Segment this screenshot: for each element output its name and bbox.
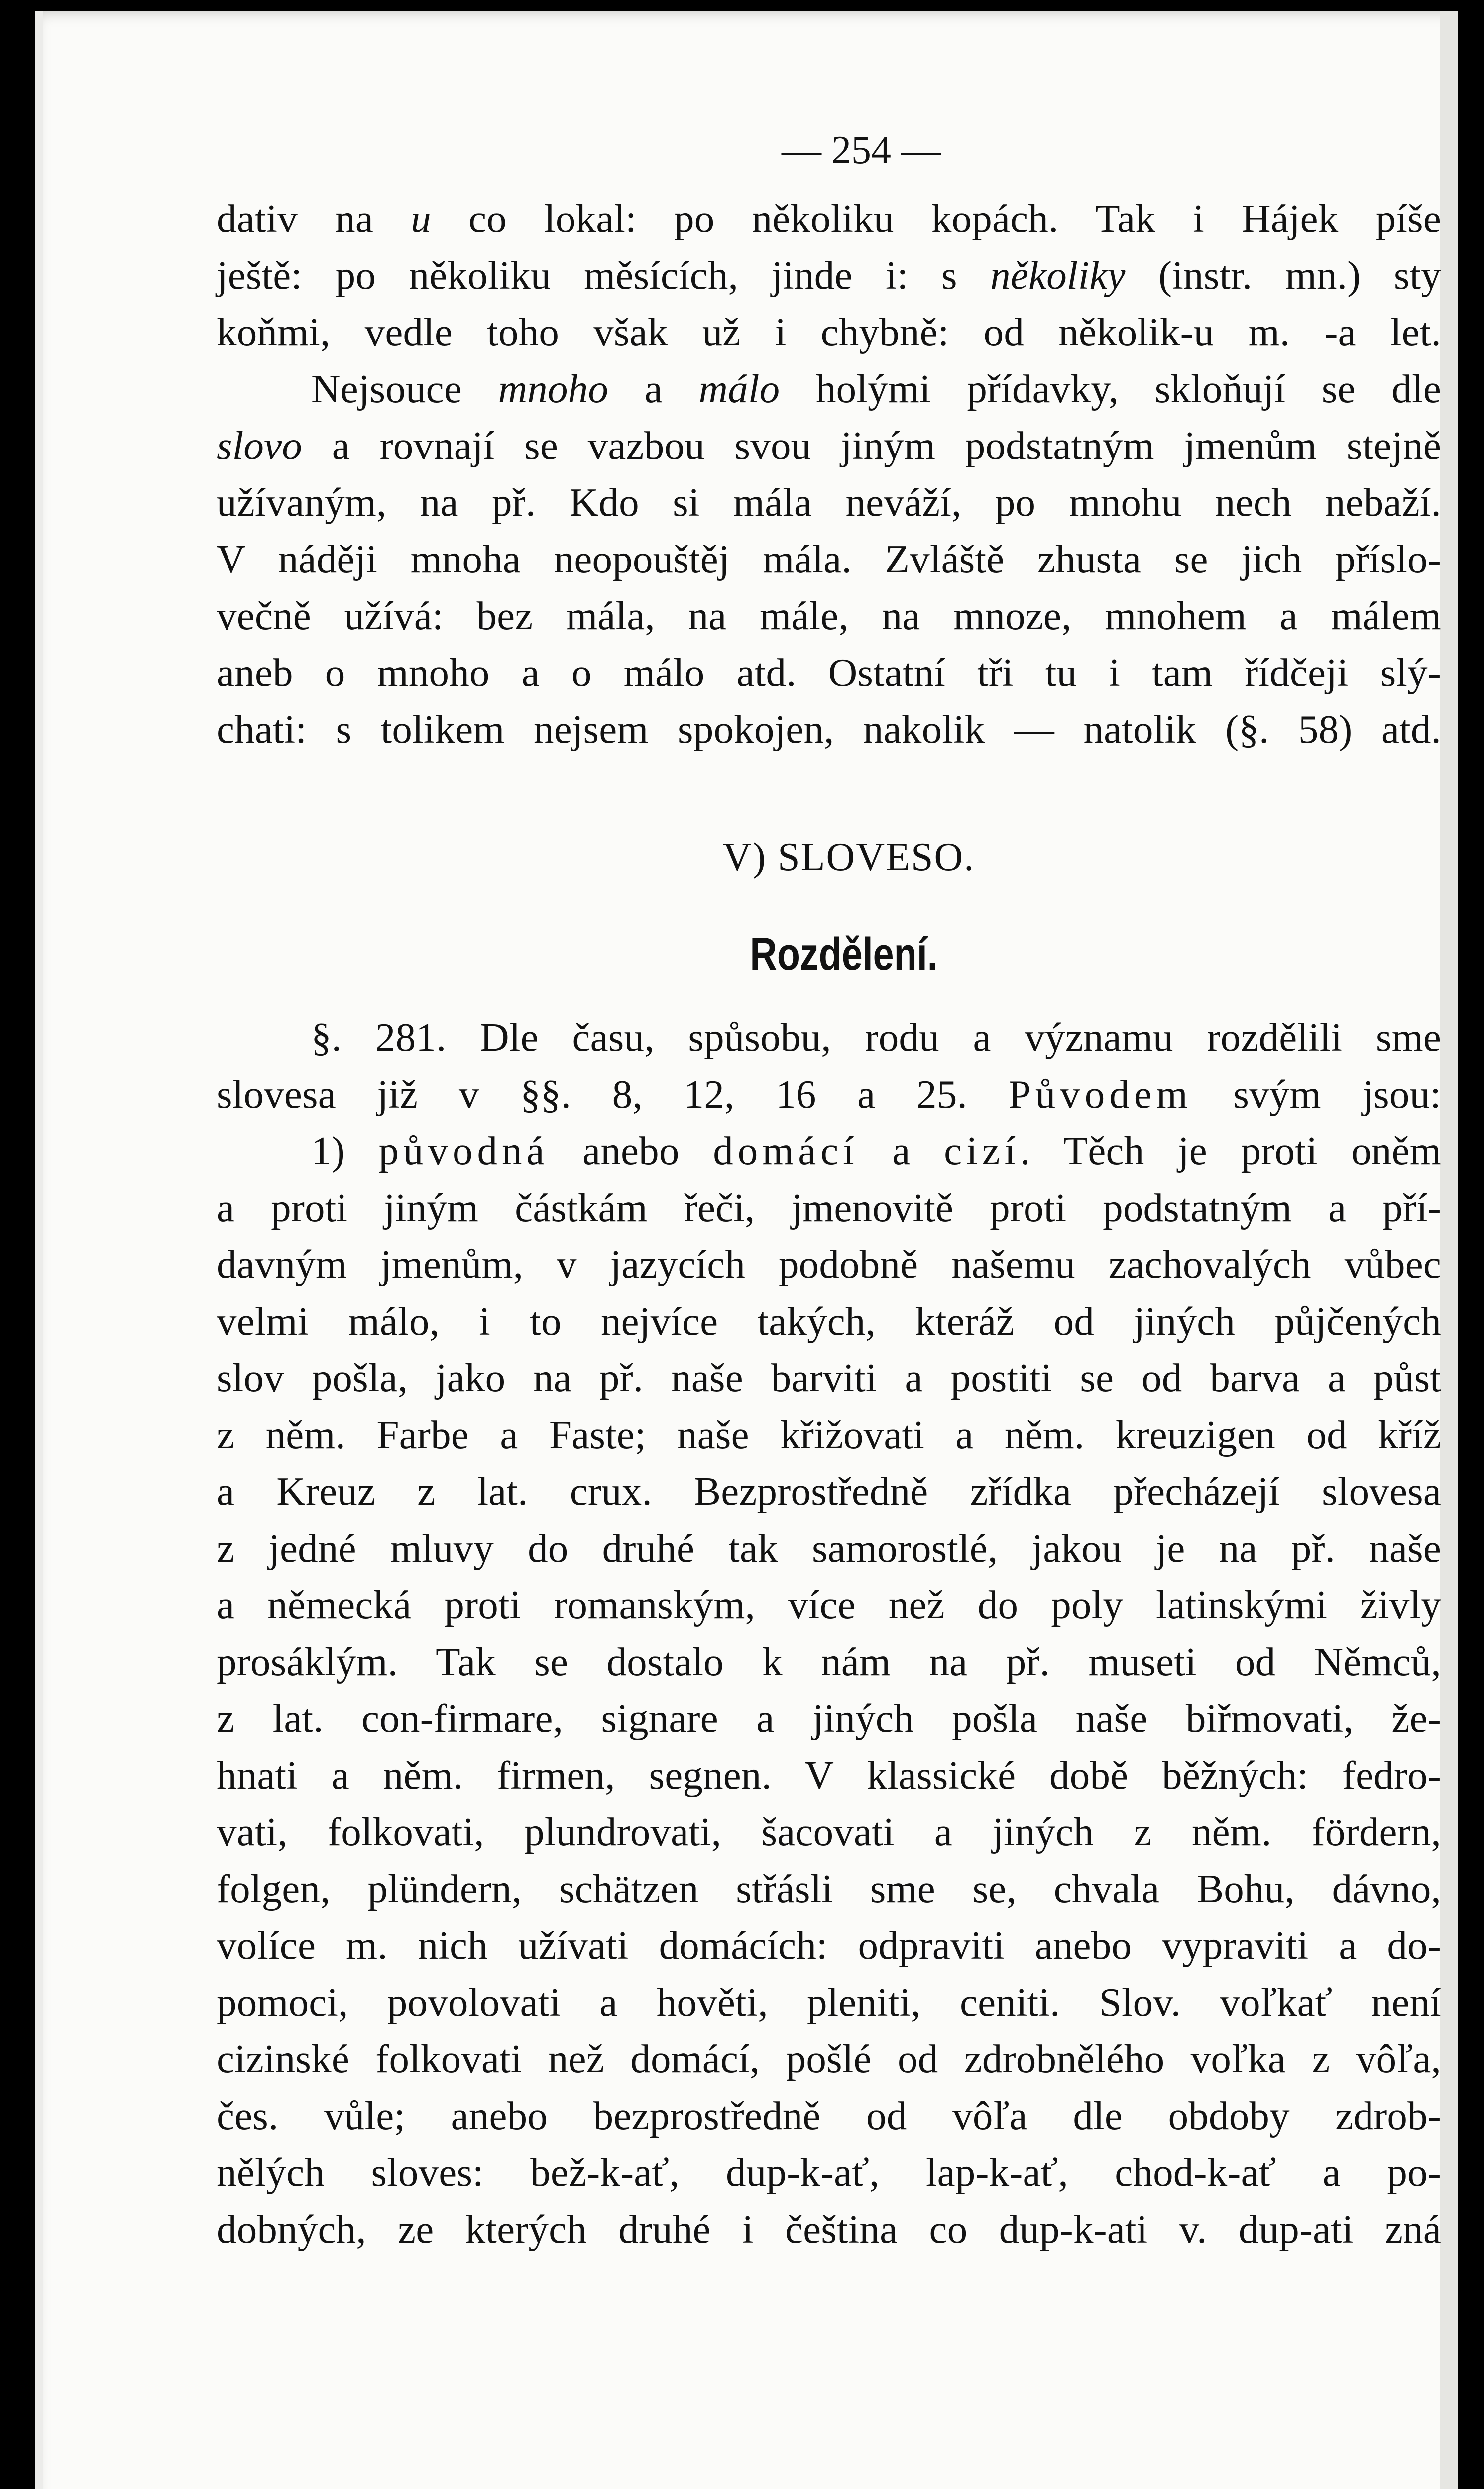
text-line: slovesa již v §§. 8, 12, 16 a 25. Původem svým jsou: bbox=[217, 1072, 1441, 1117]
text-line: §. 281. Dle času, spůsobu, rodu a významu rozdělili sme bbox=[311, 1015, 1441, 1060]
spacer bbox=[217, 885, 1441, 919]
text-line: cizinské folkovati než domácí, pošlé od zdrobnělého voľka z vôľa, bbox=[217, 2036, 1441, 2081]
text-line: pomoci, povolovati a hověti, pleniti, ceniti. Slov. voľkať není bbox=[217, 1980, 1441, 2025]
text-line: chati: s tolikem nejsem spokojen, nakolik — natolik (§. 58) atd. bbox=[217, 707, 1441, 752]
text-line: ještě: po několiku měsících, jinde i: s několiky (instr. mn.) sty bbox=[217, 253, 1441, 298]
page-number: — 254 — bbox=[782, 128, 941, 172]
text-line: Nejsouce mnoho a málo holými přídavky, skloňují se dle bbox=[311, 366, 1441, 411]
text-line: davným jmenům, v jazycích podobně našemu zachovalých vůbec bbox=[217, 1242, 1441, 1287]
text-line: a proti jiným částkám řeči, jmenovitě proti podstatným a pří- bbox=[217, 1185, 1441, 1230]
spacer bbox=[217, 758, 1441, 830]
text-line: večně užívá: bez mála, na mále, na mnoze, mnohem a málem bbox=[217, 593, 1441, 638]
text-line: hnati a něm. firmen, segnen. V klassické době běžných: fedro- bbox=[217, 1753, 1441, 1798]
paragraph-mnoho-malo bbox=[217, 360, 1441, 758]
scanned-page bbox=[35, 11, 1458, 2489]
text-line: volíce m. nich užívati domácích: odpraviti anebo vypraviti a do- bbox=[217, 1923, 1441, 1968]
page-content bbox=[217, 125, 1441, 2258]
text-line: z jedné mluvy do druhé tak samorostlé, jakou je na př. naše bbox=[217, 1526, 1441, 1571]
text-line: prosáklým. Tak se dostalo k nám na př. museti od Němců, bbox=[217, 1639, 1441, 1684]
text-line: koňmi, vedle toho však už i chybně: od několik-u m. -a let. bbox=[217, 310, 1441, 354]
text-line: z něm. Farbe a Faste; naše křižovati a něm. kreuzigen od kříž bbox=[217, 1412, 1441, 1457]
text-line: a německá proti romanským, více než do poly latinskými živly bbox=[217, 1583, 1441, 1627]
page-right-edge bbox=[1440, 11, 1458, 2489]
text-line: užívaným, na př. Kdo si mála neváží, po mnohu nech nebaží. bbox=[217, 480, 1441, 525]
text-line: dativ na u co lokal: po několiku kopách. Tak i Hájek píše bbox=[217, 196, 1441, 241]
text-line: velmi málo, i to nejvíce takých, kteráž od jiných půjčených bbox=[217, 1299, 1441, 1344]
text-line: slovo a rovnají se vazbou svou jiným podstatným jmenům stejně bbox=[217, 423, 1441, 468]
paragraph-dativ bbox=[217, 190, 1441, 360]
text-line: dobných, ze kterých druhé i čeština co dup-k-ati v. dup-ati zná bbox=[217, 2207, 1441, 2252]
spacer bbox=[217, 989, 1441, 1009]
paragraph-puvodna bbox=[217, 1123, 1441, 2258]
section-heading: V) SLOVESO. bbox=[722, 835, 975, 879]
subheading: Rozdělení. bbox=[750, 929, 938, 980]
text-line: vati, folkovati, plundrovati, šacovati a jiných z něm. fördern, bbox=[217, 1810, 1441, 1854]
text-line: z lat. con-firmare, signare a jiných pošla naše biřmovati, že- bbox=[217, 1696, 1441, 1741]
text-line: nělých sloves: bež-k-ať, dup-k-ať, lap-k-ať, chod-k-ať a po- bbox=[217, 2150, 1441, 2195]
text-line: folgen, plündern, schätzen střásli sme se, chvala Bohu, dávno, bbox=[217, 1866, 1441, 1911]
paragraph-281 bbox=[217, 1009, 1441, 1123]
text-line: čes. vůle; anebo bezprostředně od vôľa dle obdoby zdrob- bbox=[217, 2093, 1441, 2138]
text-line: slov pošla, jako na př. naše barviti a postiti se od barva a půst bbox=[217, 1356, 1441, 1400]
text-line: V náději mnoha neopouštěj mála. Zvláště zhusta se jich příslo- bbox=[217, 537, 1441, 581]
text-line: 1) původná anebo domácí a cizí. Těch je proti oněm bbox=[311, 1129, 1441, 1173]
text-line: a Kreuz z lat. crux. Bezprostředně zřídka přecházejí slovesa bbox=[217, 1469, 1441, 1514]
page-left-edge bbox=[35, 11, 43, 2489]
text-line: aneb o mnoho a o málo atd. Ostatní tři tu i tam řídčeji slý- bbox=[217, 650, 1441, 695]
